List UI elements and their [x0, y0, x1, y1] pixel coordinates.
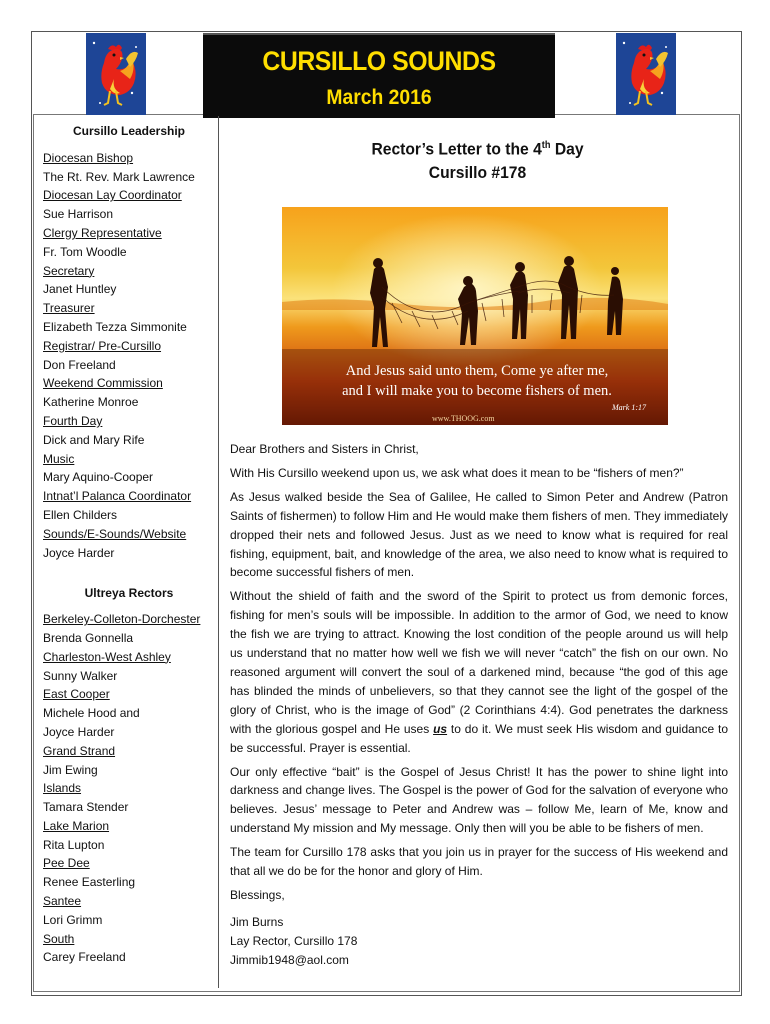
masthead	[203, 33, 555, 118]
leadership-role: Diocesan Bishop	[43, 150, 134, 165]
leadership-name: Katherine Monroe	[43, 395, 139, 410]
rector-name: Joyce Harder	[43, 724, 115, 739]
signature-name: Jim Burns	[230, 914, 284, 929]
rector-area: Islands	[43, 781, 82, 796]
image-caption-line: And Jesus said unto them, Come ye after me,	[345, 363, 609, 379]
rector-area: Grand Strand	[43, 743, 116, 758]
scripture-reference: Mark 1:17	[612, 403, 646, 412]
rector-area: South	[43, 931, 75, 946]
salutation: Dear Brothers and Sisters in Christ,	[230, 442, 419, 456]
rector-area: East Cooper	[43, 687, 110, 702]
leadership-name: Don Freeland	[43, 357, 116, 372]
leadership-role: Registrar/ Pre-Cursillo	[43, 338, 162, 353]
rector-name: Carey Freeland	[43, 950, 126, 965]
fishers-of-men-image	[282, 207, 668, 425]
rector-name: Michele Hood and	[43, 706, 140, 721]
rectors-heading: Ultreya Rectors	[84, 586, 174, 601]
letter-body	[230, 440, 728, 970]
sidebar	[34, 116, 219, 988]
closing: Blessings,	[230, 887, 285, 902]
emphasis-us: us	[433, 721, 448, 736]
paragraph: The team for Cursillo 178 asks that you join us in prayer for the success of His weekend and that all we do be for the honor and glory of Him.	[230, 845, 728, 879]
leadership-list	[43, 149, 215, 563]
leadership-role: Clergy Representative	[43, 225, 162, 240]
signature-email: Jimmib1948@aol.com	[230, 952, 349, 967]
title-text-end: Day	[550, 139, 584, 159]
leadership-name: Janet Huntley	[43, 282, 117, 297]
leadership-role: Diocesan Lay Coordinator	[43, 188, 182, 203]
paragraph: Our only effective “bait” is the Gospel of Jesus Christ! It has the power to shine light into darkness and change lives. The Gospel is the power of God for the salvation of everyone who believes. Jesus’ message to Peter and Andrew was – follow Me, learn of Me, know and understand My mission and My message. Only then will you be able to be fishers of men.	[230, 764, 728, 836]
rector-name: Tamara Stender	[43, 800, 129, 815]
rector-name: Renee Easterling	[43, 875, 136, 890]
rectors-list	[43, 610, 215, 967]
leadership-role: Treasurer	[43, 301, 95, 316]
signature-block	[230, 913, 728, 970]
image-watermark: www.THOOG.com	[432, 414, 495, 423]
image-caption	[294, 361, 660, 401]
paragraph: With His Cursillo weekend upon us, we ask what does it mean to be “fishers of men?”	[230, 465, 684, 480]
article-title	[241, 134, 715, 184]
leadership-heading: Cursillo Leadership	[72, 124, 186, 138]
leadership-name: Ellen Childers	[43, 507, 118, 522]
rector-area: Pee Dee	[43, 856, 90, 871]
rooster-icon	[616, 33, 676, 115]
leadership-name: Sue Harrison	[43, 207, 114, 222]
rector-name: Jim Ewing	[43, 762, 98, 777]
leadership-name: Elizabeth Tezza Simmonite	[43, 319, 187, 334]
leadership-name: Fr. Tom Woodle	[43, 244, 127, 259]
rector-name: Lori Grimm	[43, 912, 103, 927]
issue-date: March 2016	[326, 86, 432, 109]
rector-area: Berkeley-Colleton-Dorchester	[43, 612, 201, 627]
leadership-name: Joyce Harder	[43, 545, 115, 560]
image-caption-line: and I will make you to become fishers of men.	[342, 383, 612, 399]
rector-area: Santee	[43, 894, 82, 909]
leadership-role: Sounds/E-Sounds/Website	[43, 526, 187, 541]
leadership-role: Weekend Commission	[43, 376, 163, 391]
main-article	[220, 116, 735, 988]
rector-area: Lake Marion	[43, 818, 110, 833]
leadership-name: Mary Aquino-Cooper	[43, 470, 154, 485]
rooster-icon	[86, 33, 146, 115]
leadership-name: The Rt. Rev. Mark Lawrence	[43, 169, 195, 184]
paragraph: As Jesus walked beside the Sea of Galilee, He called to Simon Peter and Andrew (Patron Saints of fishermen) to follow Him and He would make them fishers of men. They immediately dropped their nets and followed Jesus. Just as we need to know what is required for real fishing, equipment, bait, and knowledge of the area, we also need to know what is required to become successful fishers of men.	[230, 489, 728, 580]
rector-name: Brenda Gonnella	[43, 630, 134, 645]
rector-name: Sunny Walker	[43, 668, 118, 683]
rector-name: Rita Lupton	[43, 837, 105, 852]
paragraph-text: Without the shield of faith and the sword of the Spirit to protect us from demonic forces, fishing for men’s souls will be impossible. In addition to the armor of God, we need to know the fish we are trying to attract. Knowing the lost condition of the people around us will help us understand that no matter how well we fish we will never “catch” the fish on our own. No reasoned argument will convert the soul of a darkened mind, because “the god of this age has blinded the minds of unbelievers, so that they cannot see the light of the gospel of the glory of Christ, who is the image of God” (2 Corinthians 4:4). God penetrates the darkness with the glorious gospel and He uses	[230, 589, 728, 736]
paragraph	[230, 587, 728, 757]
title-superscript: th	[541, 140, 551, 151]
title-text: Rector’s Letter to the 4	[371, 139, 542, 159]
newsletter-title: CURSILLO SOUNDS	[262, 46, 496, 76]
leadership-role: Intnat’l Palanca Coordinator	[43, 489, 192, 504]
paragraph-text: to do it. We must seek His wisdom and guidance to be successful. Prayer is essential.	[230, 721, 728, 755]
leadership-name: Dick and Mary Rife	[43, 432, 145, 447]
title-line-two: Cursillo #178	[428, 162, 527, 182]
leadership-role: Music	[43, 451, 75, 466]
leadership-role: Fourth Day	[43, 413, 103, 428]
signature-title: Lay Rector, Cursillo 178	[230, 933, 358, 948]
leadership-role: Secretary	[43, 263, 95, 278]
rector-area: Charleston-West Ashley	[43, 649, 171, 664]
